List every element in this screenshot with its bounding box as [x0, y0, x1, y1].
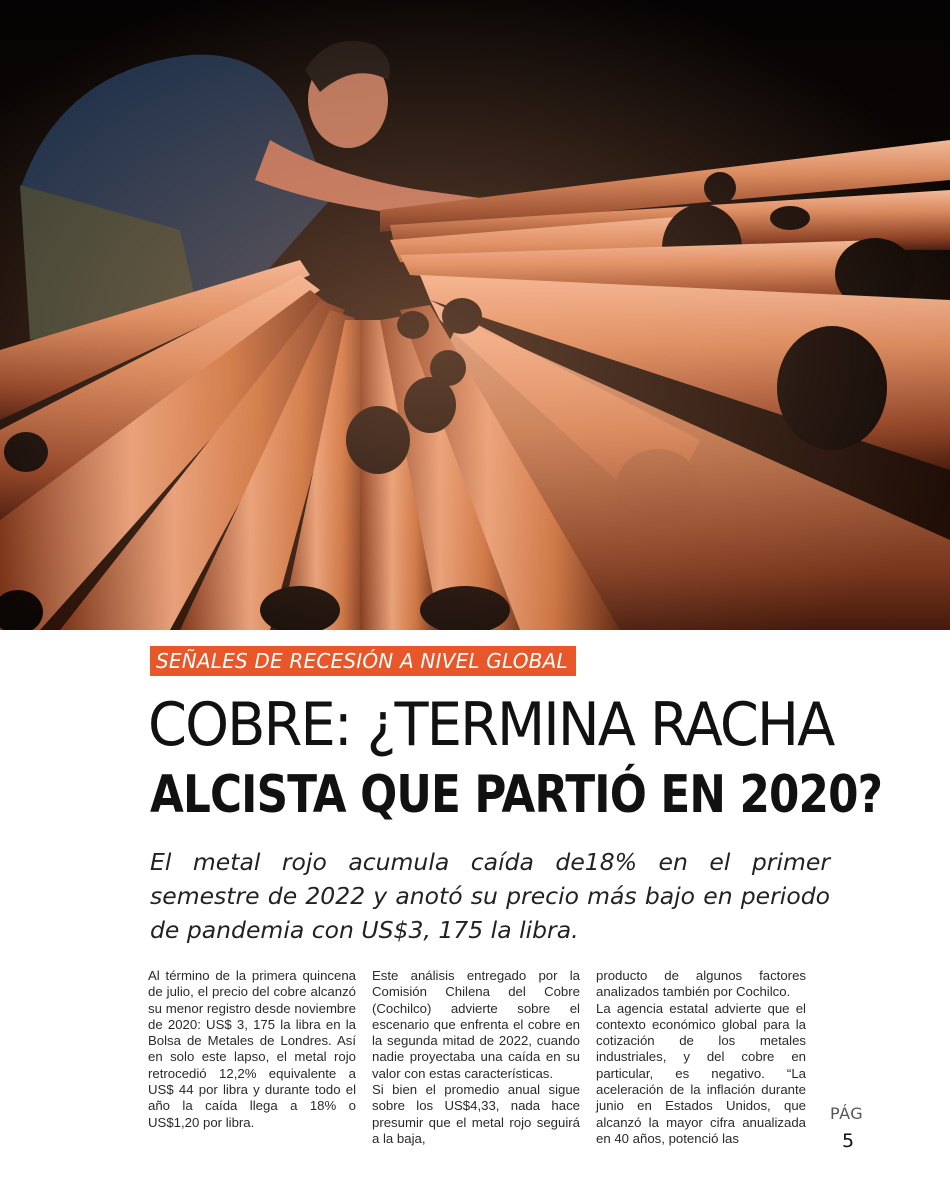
- headline-line-1: COBRE: ¿TERMINA RACHA: [148, 690, 834, 760]
- body-paragraph: La agencia estatal advierte que el contexto económico global para la cotización de los metales industriales, y del cobre en particular, es negativo. “La aceleración de la inflación durante junio en Estados Unidos, que alcanzó la mayor cifra anualizada en 40 años, potenció las: [596, 1000, 806, 1146]
- headline-line-2: ALCISTA QUE PARTIÓ EN 2020?: [150, 765, 883, 825]
- body-paragraph: Si bien el promedio anual sigue sobre los US$4,33, nada hace presumir que el metal rojo seguirá a la baja,: [372, 1082, 580, 1146]
- body-paragraph: producto de algunos factores analizados también por Cochilco.: [596, 968, 806, 1000]
- body-column-2: [372, 968, 580, 1147]
- page-label: PÁG: [830, 1104, 864, 1123]
- page-number: 5: [842, 1130, 855, 1152]
- lead-paragraph: El metal rojo acumula caída de18% en el primer semestre de 2022 y anotó su precio más bajo en periodo de pandemia con US$3, 175 la libra.: [150, 848, 830, 944]
- body-paragraph: Al término de la primera quincena de julio, el precio del cobre alcanzó su menor registro desde noviembre de 2020: US$ 3, 175 la libra en la Bolsa de Metales de Londres. Así en solo este lapso, el metal rojo retrocedió 12,2% equivalente a US$ 44 por libra y durante todo el año la caída llega a 18% o US$1,20 por libra.: [148, 968, 356, 1130]
- body-column-1: [148, 968, 356, 1131]
- body-column-3: [596, 968, 806, 1147]
- section-kicker: SEÑALES DE RECESIÓN A NIVEL GLOBAL: [150, 646, 576, 676]
- body-paragraph: Este análisis entregado por la Comisión Chilena del Cobre (Cochilco) advierte sobre el escenario que enfrenta el cobre en la segunda mitad de 2022, cuando nadie proyectaba una caída en su valor con estas características.: [372, 968, 580, 1081]
